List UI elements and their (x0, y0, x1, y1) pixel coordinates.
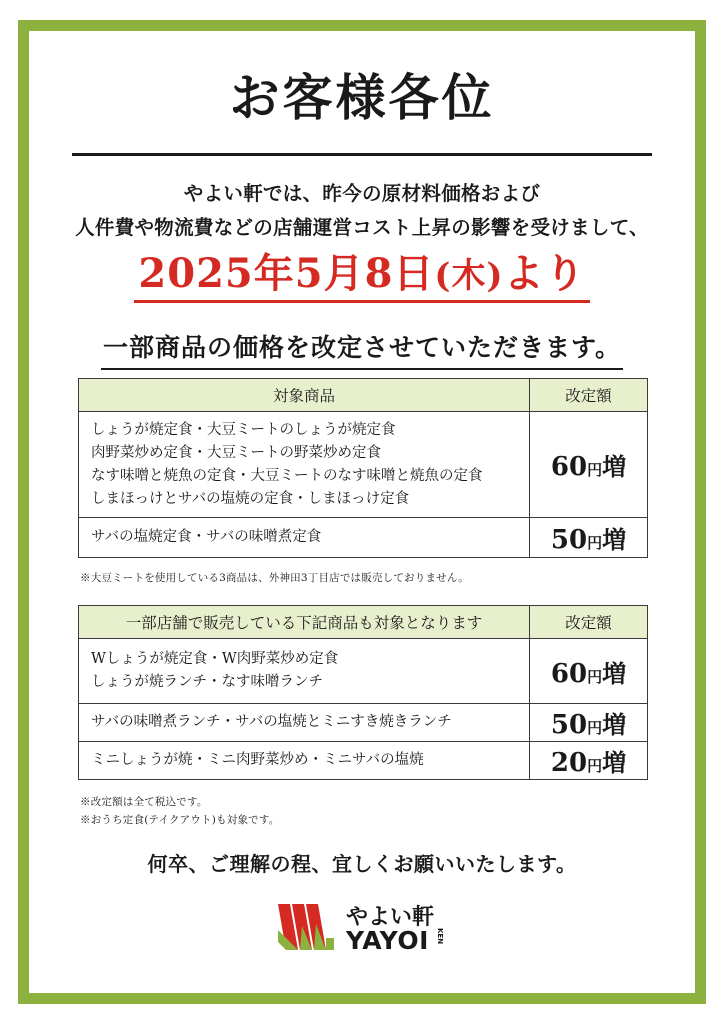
item-names (79, 412, 530, 518)
header-amount: 改定額 (530, 606, 648, 639)
table-row (79, 742, 648, 780)
page-title: お客様各位 (229, 69, 495, 127)
amount-value: 50 (550, 710, 588, 740)
price-change (530, 742, 648, 780)
amount-value: 60 (550, 658, 588, 689)
amount-value: 50 (550, 525, 588, 555)
item-line: サバの塩焼定食・サバの味噌煮定食 (91, 529, 322, 545)
price-change (530, 704, 648, 742)
item-names (79, 518, 530, 558)
table-row (79, 412, 648, 518)
price-table-some-stores (78, 605, 648, 780)
effective-date-block (0, 252, 724, 303)
item-line: ミニしょうが焼・ミニ肉野菜炒め・ミニサバの塩焼 (91, 752, 424, 768)
item-names (79, 639, 530, 704)
price-table-main (78, 378, 648, 558)
amount-change: 増 (602, 525, 627, 554)
note-takeout: ※おうち定食(テイクアウト)も対象です。 (80, 814, 280, 826)
table-row (79, 518, 648, 558)
amount-unit: 円 (587, 667, 603, 686)
item-line: 肉野菜炒め定食・大豆ミートの野菜炒め定食 (91, 444, 381, 461)
intro-line-2: 人件費や物流費などの店舗運営コスト上昇の影響を受けまして、 (75, 216, 649, 239)
note-soy-meat: ※大豆ミートを使用している3商品は、外神田3丁目店では販売しておりません。 (80, 572, 469, 584)
table-header-row (79, 379, 648, 412)
title-rule (72, 153, 652, 156)
item-line: なす味噌と焼魚の定食・大豆ミートのなす味噌と焼魚の定食 (91, 467, 483, 484)
header-amount: 改定額 (530, 379, 648, 412)
amount-value: 60 (550, 452, 588, 482)
price-change (530, 518, 648, 558)
item-line: Wしょうが焼定食・W肉野菜炒め定食 (91, 651, 339, 667)
price-change (530, 412, 648, 518)
amount-unit: 円 (587, 534, 603, 552)
brand-logo (276, 898, 456, 958)
amount-change: 増 (602, 710, 627, 739)
intro-line-1: やよい軒では、昨今の原材料価格および (183, 182, 541, 205)
logo-text-en: YAYOI (346, 926, 429, 955)
table-row (79, 704, 648, 742)
item-names (79, 704, 530, 742)
item-line: しょうが焼ランチ・なす味噌ランチ (91, 674, 323, 690)
effective-date-weekday: (木) (434, 256, 504, 296)
item-names (79, 742, 530, 780)
table-header-row (79, 606, 648, 639)
lead-text: 一部商品の価格を改定させていただきます。 (101, 328, 623, 370)
effective-date-value: 2025年5月8日 (138, 250, 435, 297)
header-items: 一部店舗で販売している下記商品も対象となります (79, 606, 530, 639)
closing-message: 何卒、ご理解の程、宜しくお願いいたします。 (147, 852, 577, 876)
amount-value: 20 (550, 748, 588, 778)
effective-date-suffix: より (503, 250, 586, 297)
amount-change: 増 (602, 658, 627, 688)
amount-unit: 円 (587, 461, 603, 479)
amount-unit: 円 (587, 757, 603, 775)
logo-text-ken: KEN (436, 928, 444, 945)
item-line: しまほっけとサバの塩焼の定食・しまほっけ定食 (91, 490, 410, 507)
item-line: しょうが焼定食・大豆ミートのしょうが焼定食 (91, 421, 396, 438)
amount-unit: 円 (587, 719, 603, 737)
note-tax-included: ※改定額は全て税込です。 (80, 796, 208, 808)
header-items: 対象商品 (79, 379, 530, 412)
price-change (530, 639, 648, 704)
amount-change: 増 (602, 748, 627, 777)
item-line: サバの味噌煮ランチ・サバの塩焼とミニすき焼きランチ (91, 714, 452, 730)
amount-change: 増 (602, 452, 627, 481)
logo-text-jp: やよい軒 (346, 905, 435, 930)
effective-date (134, 252, 589, 303)
yayoi-logo-mark-icon (276, 898, 340, 956)
lead-block (0, 328, 724, 370)
table-row (79, 639, 648, 704)
